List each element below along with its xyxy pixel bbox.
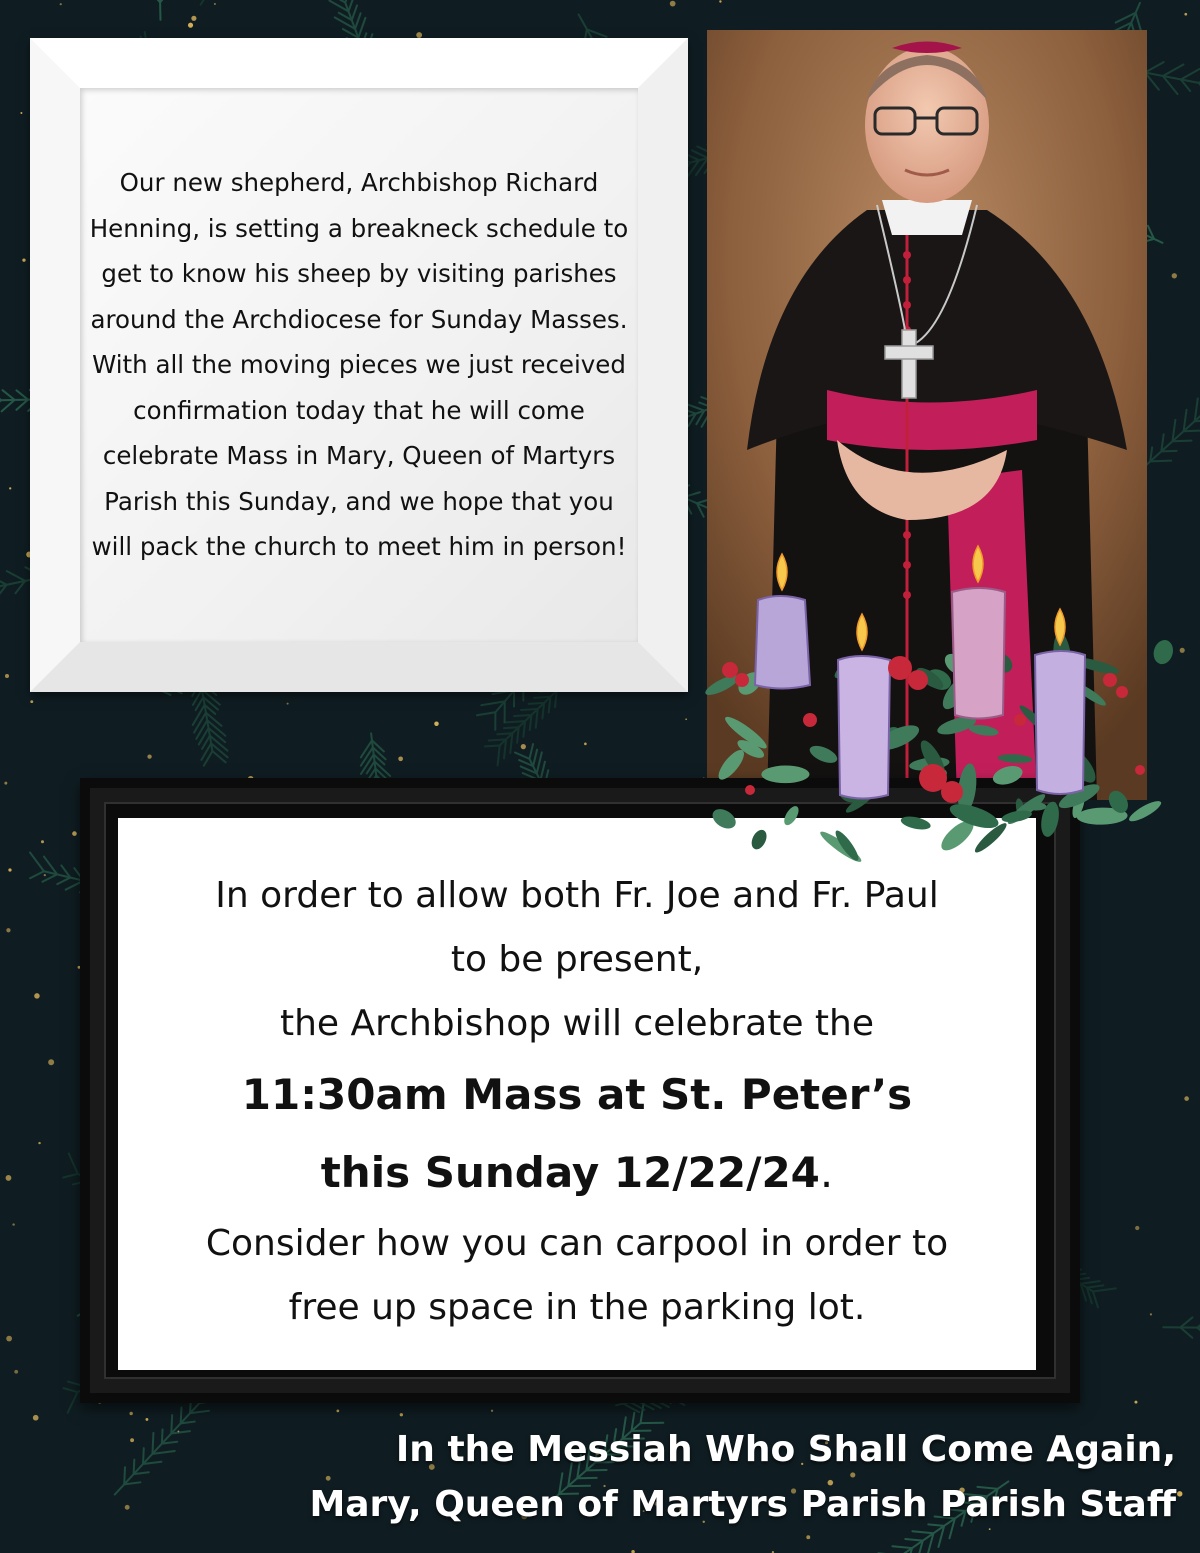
gold-sparkle-icon — [1177, 1491, 1182, 1496]
intro-frame — [30, 38, 688, 692]
flame-icon — [777, 546, 1065, 650]
gold-sparkle-icon — [4, 782, 7, 785]
gold-sparkle-icon — [670, 1, 676, 7]
gold-sparkle-icon — [1135, 1226, 1139, 1230]
gold-sparkle-icon — [20, 112, 22, 114]
gold-sparkle-icon — [44, 874, 46, 876]
gold-sparkle-icon — [22, 259, 25, 262]
notice-frame — [80, 778, 1080, 1403]
gold-sparkle-icon — [41, 840, 44, 843]
gold-sparkle-icon — [129, 1412, 132, 1415]
gold-sparkle-icon — [30, 700, 33, 703]
gold-sparkle-icon — [685, 718, 687, 720]
gold-sparkle-icon — [6, 928, 10, 932]
gold-sparkle-icon — [72, 831, 77, 836]
gold-sparkle-icon — [191, 16, 196, 21]
notice-panel — [118, 818, 1036, 1370]
notice-line-5: free up space in the parking lot. — [288, 1287, 866, 1328]
gold-sparkle-icon — [806, 1535, 810, 1539]
gold-sparkle-icon — [400, 1413, 403, 1416]
gold-sparkle-icon — [145, 1418, 148, 1421]
gold-sparkle-icon — [14, 1370, 18, 1374]
gold-sparkle-icon — [33, 1415, 39, 1421]
date-period: . — [819, 1148, 834, 1197]
mass-date-line — [118, 1134, 1036, 1212]
gold-sparkle-icon — [1172, 273, 1177, 278]
gold-sparkle-icon — [1184, 13, 1187, 16]
gold-sparkle-icon — [1184, 1096, 1189, 1101]
gold-sparkle-icon — [6, 1336, 12, 1342]
mass-date: this Sunday 12/22/24 — [320, 1148, 820, 1197]
signoff-line-2: Mary, Queen of Martyrs Parish Parish Staff — [309, 1484, 1176, 1525]
notice-line-1: In order to allow both Fr. Joe and Fr. Paul — [215, 875, 939, 916]
gold-sparkle-icon — [130, 1438, 134, 1442]
gold-sparkle-icon — [584, 743, 587, 746]
gold-sparkle-icon — [491, 1410, 493, 1412]
signoff — [309, 1422, 1176, 1532]
gold-sparkle-icon — [38, 1142, 40, 1144]
gold-sparkle-icon — [60, 3, 62, 5]
gold-sparkle-icon — [398, 756, 403, 761]
gold-sparkle-icon — [214, 3, 216, 5]
notice-line-2: to be present, — [450, 939, 704, 980]
mass-time-location: 11:30am Mass at St. Peter’s — [241, 1070, 913, 1119]
gold-sparkle-icon — [125, 1505, 130, 1510]
intro-text: Our new shepherd, Archbishop Richard Henning, is setting a breakneck schedule to get to know his sheep by visiting parishes around the Archdiocese for Sunday Masses. With all the moving pieces we just received confirmation today that he will come celebrate Mass in Mary, Queen of Martyrs Parish this Sunday, and we hope that you will pack the church to meet him in person! — [89, 168, 629, 562]
gold-sparkle-icon — [177, 1430, 179, 1432]
gold-sparkle-icon — [8, 868, 11, 871]
signoff-line-1: In the Messiah Who Shall Come Again, — [395, 1429, 1176, 1470]
gold-sparkle-icon — [5, 674, 9, 678]
gold-sparkle-icon — [9, 487, 11, 489]
gold-sparkle-icon — [1150, 1313, 1152, 1315]
advent-wreath — [690, 540, 1190, 870]
gold-sparkle-icon — [48, 1059, 54, 1065]
gold-sparkle-icon — [521, 744, 526, 749]
mass-notice — [118, 864, 1036, 1340]
gold-sparkle-icon — [6, 1175, 12, 1181]
gold-sparkle-icon — [147, 754, 151, 758]
gold-sparkle-icon — [287, 703, 289, 705]
gold-sparkle-icon — [34, 993, 39, 998]
notice-line-3: the Archbishop will celebrate the — [280, 1003, 874, 1044]
gold-sparkle-icon — [434, 721, 438, 725]
gold-sparkle-icon — [337, 1410, 340, 1413]
gold-sparkle-icon — [188, 23, 193, 28]
gold-sparkle-icon — [719, 0, 721, 2]
gold-sparkle-icon — [1134, 1401, 1137, 1404]
intro-panel — [80, 88, 638, 642]
gold-sparkle-icon — [12, 1223, 14, 1225]
notice-line-4: Consider how you can carpool in order to — [205, 1223, 949, 1264]
